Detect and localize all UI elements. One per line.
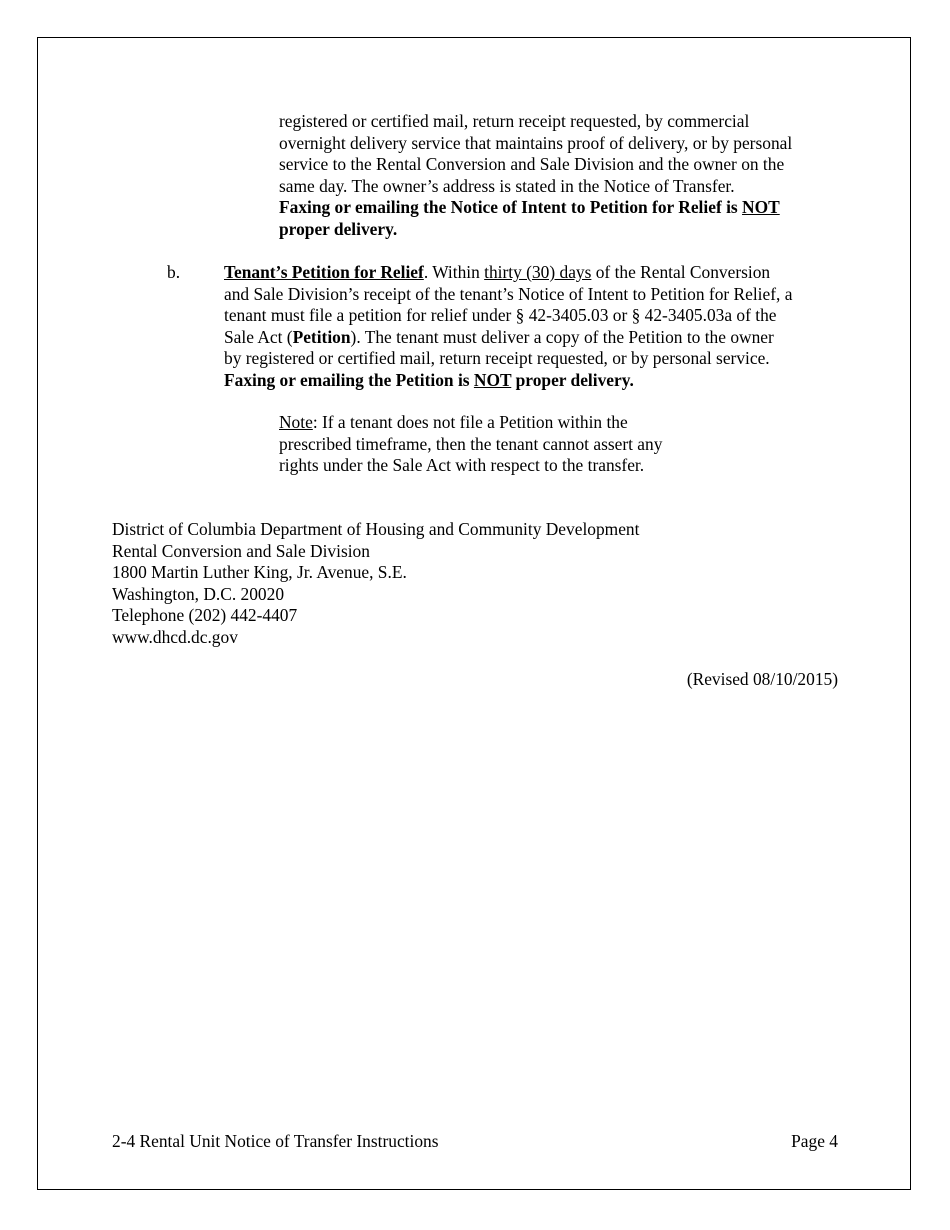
agency-name: District of Columbia Department of Housing and Community Development <box>112 519 640 539</box>
contact-block <box>112 519 639 649</box>
continuation-line: registered or certified mail, return receipt requested, by commercial <box>279 111 750 131</box>
continuation-paragraph <box>279 111 792 241</box>
footer-title: 2-4 Rental Unit Notice of Transfer Instructions <box>112 1131 439 1151</box>
city-state-zip: Washington, D.C. 20020 <box>112 583 285 604</box>
item-b-marker: b. <box>167 262 181 282</box>
note-paragraph: Note: If a tenant does not file a Petition within the prescribed timeframe, then the tenant cannot assert any rights under the Sale Act with respect to the transfer. <box>279 412 663 476</box>
delivery-warning: Faxing or emailing the Notice of Intent to Petition for Relief is NOT <box>279 197 780 218</box>
delivery-warning-end: proper delivery. <box>279 218 398 239</box>
section-heading: Tenant’s Petition for Relief <box>224 262 424 282</box>
note-label: Note <box>279 412 313 432</box>
item-b-paragraph: Tenant’s Petition for Relief. Within thirty (30) days of the Rental Conversion and Sale Division’s receipt of the tenant’s Notice of Intent to Petition for Relief, a tenant must file a petition for relief under § 42-3405.03 or § 42-3405.03a of the Sale Act (Petition). The tenant must deliver a copy of the Petition to the owner by registered or certified mail, return receipt requested, or by personal service. Faxing or emailing the Petition is NOT proper delivery. <box>224 262 793 390</box>
defined-term: Petition <box>292 326 351 347</box>
division-name: Rental Conversion and Sale Division <box>112 540 370 561</box>
deadline: thirty (30) days <box>484 262 592 282</box>
continuation-line: overnight delivery service that maintains proof of delivery, or by personal <box>279 132 793 153</box>
not-emphasis: NOT <box>742 197 780 218</box>
website: www.dhcd.dc.gov <box>112 626 238 647</box>
telephone: Telephone (202) 442-4407 <box>112 605 298 626</box>
not-emphasis: NOT <box>473 369 512 390</box>
revision-date: (Revised 08/10/2015) <box>686 669 838 689</box>
street-address: 1800 Martin Luther King, Jr. Avenue, S.E. <box>112 562 407 583</box>
continuation-line: same day. The owner’s address is stated in the Notice of Transfer. <box>279 175 735 196</box>
petition-warning: Faxing or emailing the Petition is NOT proper delivery. <box>224 369 634 390</box>
continuation-line: service to the Rental Conversion and Sale Division and the owner on the <box>279 154 785 175</box>
page-number: Page 4 <box>791 1131 838 1151</box>
